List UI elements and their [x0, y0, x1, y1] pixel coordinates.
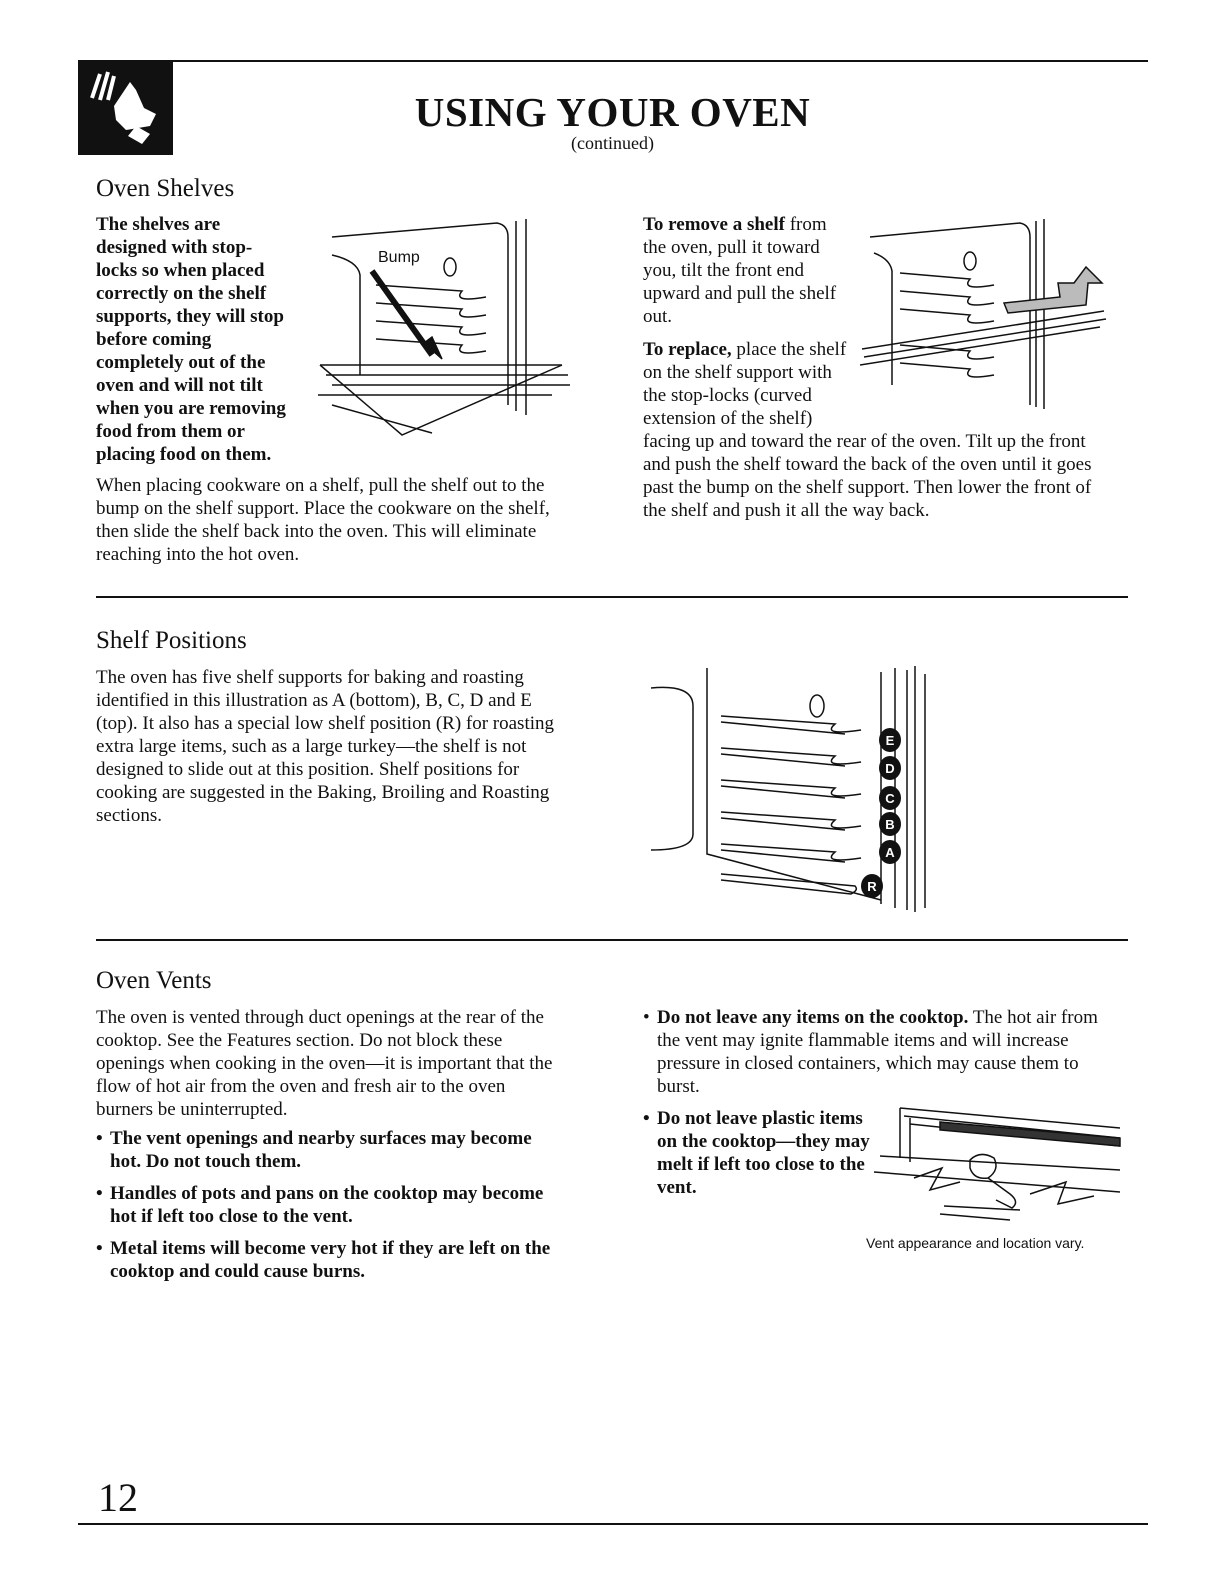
list-item: • Do not leave plastic items on the cooktop—they may melt if left too close to the vent.: [643, 1107, 872, 1199]
page-number: 12: [98, 1475, 138, 1520]
list-item: • Metal items will become very hot if they are left on the cooktop and could cause burns.: [96, 1237, 566, 1283]
page-subtitle: (continued): [571, 133, 654, 153]
position-label-a: A: [885, 845, 895, 860]
oven-vents-body: The oven is vented through duct openings at the rear of the cooktop. See the Features section. Do not block these openings when cooking in the oven—it is important that the flow of hot air from the oven and fresh air to the oven burners be uninterrupted.: [96, 1007, 553, 1120]
oven-shelves-body: When placing cookware on a shelf, pull the shelf out to the bump on the shelf support. Place the cookware on the shelf, then slide the shelf back into the oven. This will eliminate reaching into the hot oven.: [96, 475, 550, 565]
list-item: • Do not leave any items on the cooktop. The hot air from the vent may ignite flammable items and will increase pressure in closed containers, which may cause them to burst.: [643, 1006, 1108, 1098]
position-label-b: B: [885, 817, 895, 832]
oven-shelves-intro: The shelves are designed with stop- locks so when placed correctly on the shelf supports, they will stop before coming completely out of the oven and will not tilt when you are removing food from them or placing food on them.: [96, 214, 286, 465]
vent-illustration: [870, 1098, 1125, 1228]
shelf-positions-body: The oven has five shelf supports for baking and roasting identified in this illustration as A (bottom), B, C, D and E (top). It also has a special low shelf position (R) for roasting extra large items, such as a large turkey—the shelf is not designed to slide out at this position. Shelf positions for cooking are suggested in the Baking, Broiling and Roasting sections.: [96, 667, 555, 826]
shelf-bump-illustration: [312, 215, 577, 445]
oven-vents-warnings: [96, 1127, 566, 1292]
page-title: USING YOUR OVEN: [414, 89, 811, 135]
vent-caption: Vent appearance and location vary.: [866, 1235, 1085, 1251]
bump-label: Bump: [378, 249, 420, 266]
remove-shelf-lead: To remove a shelf: [643, 214, 785, 235]
bottom-rule: [78, 1523, 1148, 1525]
list-item: • Handles of pots and pans on the cooktop may become hot if left too close to the vent.: [96, 1182, 566, 1228]
remove-shelf-text: To remove a shelf from the oven, pull it toward you, tilt the front end upward and pull the shelf out.: [643, 214, 837, 327]
replace-shelf-text: To replace, place the shelf on the shelf support with the stop-locks (curved extension of the shelf) facing up and toward the rear of the oven. Tilt up the front and push the shelf toward the back of the oven until it goes past the bump on the shelf support. Then lower the front of the shelf and push it all the way back.: [643, 339, 1092, 521]
oven-shelves-heading: Oven Shelves: [96, 175, 235, 202]
top-rule: [78, 60, 1148, 62]
position-label-e: E: [885, 733, 895, 748]
position-label-r: R: [867, 879, 877, 894]
shelf-positions-heading: Shelf Positions: [96, 627, 247, 654]
list-item: • The vent openings and nearby surfaces may become hot. Do not touch them.: [96, 1127, 566, 1173]
position-label-d: D: [885, 761, 895, 776]
replace-shelf-lead: To replace,: [643, 339, 732, 360]
oven-vents-heading: Oven Vents: [96, 967, 212, 994]
section-divider-2: [96, 939, 1128, 941]
position-label-c: C: [885, 791, 895, 806]
section-divider-1: [96, 596, 1128, 598]
shelf-positions-illustration: [645, 664, 945, 912]
